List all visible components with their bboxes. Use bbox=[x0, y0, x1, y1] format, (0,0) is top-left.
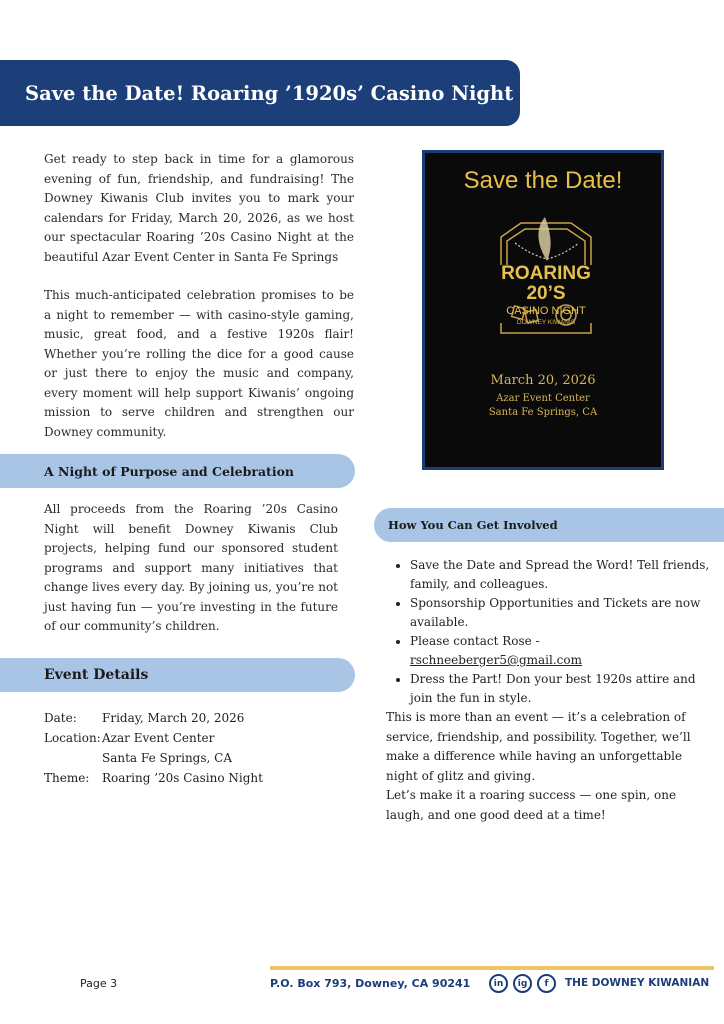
location-label: Location: bbox=[44, 731, 101, 745]
roaring-20s-emblem bbox=[481, 215, 611, 343]
get-involved-list bbox=[394, 556, 710, 708]
closing-text bbox=[386, 708, 706, 825]
location-row bbox=[44, 728, 263, 748]
date-value: Friday, March 20, 2026 bbox=[102, 711, 245, 725]
footer-divider bbox=[270, 966, 714, 970]
intro-paragraph-2: This much-anticipated celebration promises to be a night to remember — with casino-style gaming, music, great food, and a festive 1920s flair! Whether you’re rolling the dice for a good cause or just there to enjoy the music and company, every moment will help support Kiwanis’ ongoing mission to serve children and strengthen our Downey community. bbox=[44, 288, 354, 439]
page-number: Page 3 bbox=[80, 977, 118, 990]
poster-date: March 20, 2026 bbox=[490, 373, 596, 388]
event-details-heading-bar bbox=[0, 658, 355, 692]
get-involved-heading-bar bbox=[374, 508, 724, 542]
closing-paragraph-1: This is more than an event — it’s a celebration of service, friendship, and possibility. Together, we’ll make a difference while having an unforgettable night of glitz and giving. bbox=[386, 710, 691, 783]
purpose-body: All proceeds from the Roaring ’20s Casino Night will benefit Downey Kiwanis Club projects, helping fund our sponsored student programs and support many initiatives that change lives every day. By joining us, you’re not just having fun — you’re investing in the future of our community’s children. bbox=[44, 502, 338, 633]
location-row-2 bbox=[44, 748, 263, 768]
purpose-heading-bar bbox=[0, 454, 355, 488]
list-item bbox=[410, 632, 710, 670]
poster-venue: Azar Event Center bbox=[496, 393, 590, 404]
location-value-2: Santa Fe Springs, CA bbox=[102, 751, 233, 765]
title-banner bbox=[0, 60, 616, 126]
intro-section bbox=[44, 150, 354, 442]
theme-value: Roaring ’20s Casino Night bbox=[102, 771, 263, 785]
contact-text: Please contact Rose - bbox=[410, 634, 540, 648]
poster-20s: 20’S bbox=[526, 283, 566, 304]
location-value: Azar Event Center bbox=[102, 731, 215, 745]
theme-row bbox=[44, 768, 263, 788]
date-label: Date: bbox=[44, 711, 77, 725]
poster-roaring: ROARING bbox=[501, 263, 591, 284]
poster-casino-night: CASINO NIGHT bbox=[506, 305, 586, 317]
list-item: • Sponsorship Opportunities and Tickets are now available. bbox=[410, 594, 710, 632]
event-details bbox=[44, 708, 263, 788]
event-poster bbox=[422, 150, 664, 470]
date-row bbox=[44, 708, 263, 728]
facebook-icon[interactable]: f bbox=[537, 974, 556, 993]
intro-paragraph-1: Get ready to step back in time for a glamorous evening of fun, friendship, and fundraising! The Downey Kiwanis Club invites you to mark your calendars for Friday, March 20, 2026, as we host our spectacular Roaring ’20s Casino Night at the beautiful Azar Event Center in Santa Fe Springs bbox=[44, 152, 354, 264]
get-involved-heading: How You Can Get Involved bbox=[388, 518, 558, 532]
poster-headline: Save the Date! bbox=[463, 167, 623, 194]
poster-downey-kiwanis: DOWNEY KIWANIS bbox=[516, 319, 576, 326]
page-title: Save the Date! Roaring ’1920s’ Casino Night Returns! bbox=[25, 81, 616, 105]
event-details-heading: Event Details bbox=[44, 667, 149, 683]
footer-address: P.O. Box 793, Downey, CA 90241 bbox=[270, 977, 471, 990]
publication-name: THE DOWNEY KIWANIAN bbox=[565, 977, 710, 989]
theme-label: Theme: bbox=[44, 771, 90, 785]
list-item: • Dress the Part! Don your best 1920s attire and join the fun in style. bbox=[410, 670, 710, 708]
list-item: • Save the Date and Spread the Word! Tell friends, family, and colleagues. bbox=[410, 556, 710, 594]
instagram-icon[interactable]: ig bbox=[513, 974, 532, 993]
closing-paragraph-2: Let’s make it a roaring success — one spin, one laugh, and one good deed at a time! bbox=[386, 788, 677, 822]
contact-email-link[interactable]: rschneeberger5@gmail.com bbox=[410, 653, 582, 667]
purpose-heading: A Night of Purpose and Celebration bbox=[44, 463, 294, 479]
linkedin-icon[interactable]: in bbox=[489, 974, 508, 993]
poster-city: Santa Fe Springs, CA bbox=[488, 407, 598, 418]
